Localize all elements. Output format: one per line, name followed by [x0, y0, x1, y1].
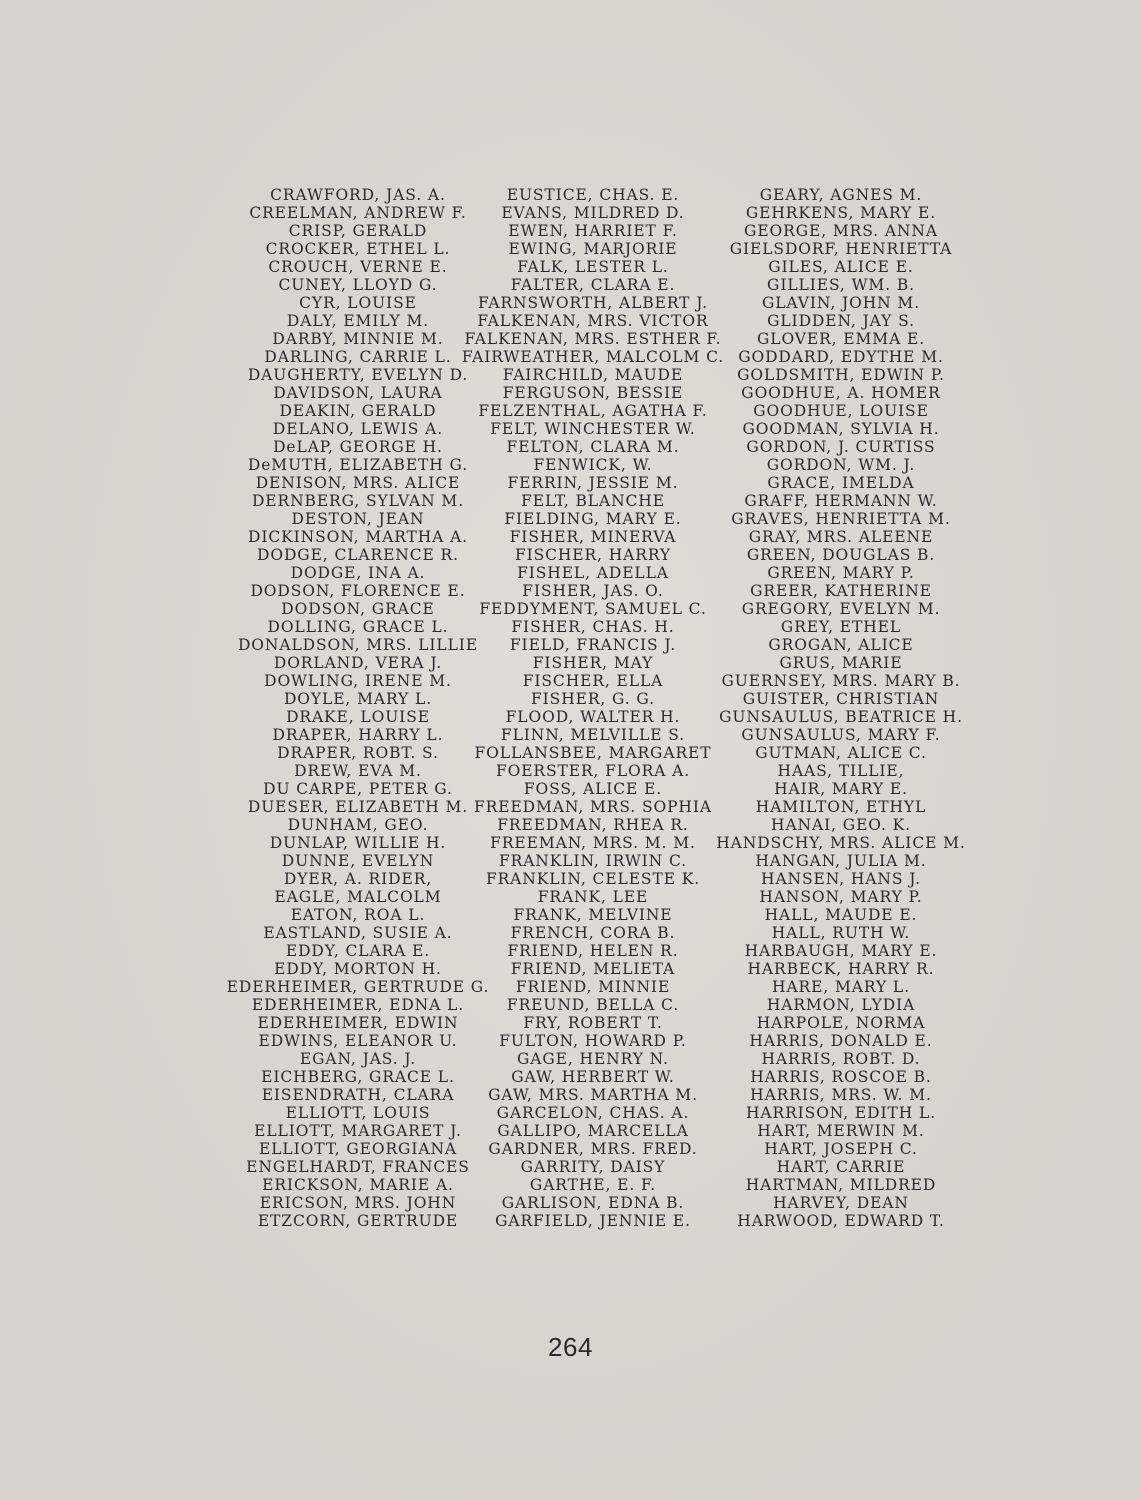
name-entry: DALY, EMILY M. — [286, 312, 430, 330]
name-entry: GARLISON, EDNA B. — [501, 1194, 685, 1212]
name-entry: HARVEY, DEAN — [773, 1194, 909, 1212]
name-entry: DICKINSON, MARTHA A. — [248, 528, 468, 546]
name-entry: GAW, MRS. MARTHA M. — [488, 1086, 698, 1104]
name-entry: FRANK, LEE — [537, 888, 649, 906]
name-entry: DARLING, CARRIE L. — [264, 348, 452, 366]
name-entry: EWING, MARJORIE — [508, 240, 678, 258]
name-entry: EDERHEIMER, GERTRUDE G. — [226, 978, 490, 996]
name-entry: ERICSON, MRS. JOHN — [259, 1194, 457, 1212]
name-entry: FISHER, G. G. — [531, 690, 655, 708]
name-entry: CROUCH, VERNE E. — [268, 258, 448, 276]
name-entry: GORDON, J. CURTISS — [746, 438, 936, 456]
name-entry: FRY, ROBERT T. — [523, 1014, 663, 1032]
page-number: 264 — [548, 1332, 593, 1362]
name-entry: DODGE, INA A. — [290, 564, 426, 582]
name-entry: EVANS, MILDRED D. — [501, 204, 685, 222]
name-entry: GEHRKENS, MARY E. — [745, 204, 937, 222]
name-entry: ELLIOTT, GEORGIANA — [259, 1140, 457, 1158]
name-entry: ELLIOTT, MARGARET J. — [254, 1122, 462, 1140]
name-entry: HARRIS, DONALD E. — [749, 1032, 933, 1050]
name-entry: EDERHEIMER, EDNA L. — [251, 996, 465, 1014]
name-entry: DUESER, ELIZABETH M. — [247, 798, 469, 816]
name-entry: GLAVIN, JOHN M. — [761, 294, 921, 312]
name-entry: GUTMAN, ALICE C. — [755, 744, 927, 762]
name-entry: HART, JOSEPH C. — [764, 1140, 918, 1158]
name-entry: FELT, WINCHESTER W. — [490, 420, 696, 438]
name-entry: FALKENAN, MRS. VICTOR — [477, 312, 709, 330]
name-entry: GREER, KATHERINE — [750, 582, 932, 600]
name-entry: CUNEY, LLOYD G. — [278, 276, 438, 294]
name-entry: FAIRCHILD, MAUDE — [502, 366, 684, 384]
name-entry: GARRITY, DAISY — [520, 1158, 666, 1176]
name-entry: GUISTER, CHRISTIAN — [742, 690, 940, 708]
name-entry: FOERSTER, FLORA A. — [495, 762, 691, 780]
name-entry: GREGORY, EVELYN M. — [741, 600, 941, 618]
name-entry: EICHBERG, GRACE L. — [261, 1068, 455, 1086]
name-entry: DOLLING, GRACE L. — [267, 618, 449, 636]
name-entry: FAIRWEATHER, MALCOLM C. — [461, 348, 725, 366]
name-entry: FRANKLIN, IRWIN C. — [498, 852, 688, 870]
name-entry: HALL, MAUDE E. — [764, 906, 918, 924]
name-entry: DRAPER, ROBT. S. — [277, 744, 439, 762]
name-entry: ETZCORN, GERTRUDE — [257, 1212, 459, 1230]
name-entry: GODDARD, EDYTHE M. — [738, 348, 944, 366]
name-entry: GLIDDEN, JAY S. — [767, 312, 915, 330]
name-entry: FLINN, MELVILLE S. — [500, 726, 686, 744]
name-entry: HARBECK, HARRY R. — [747, 960, 935, 978]
name-entry: FOSS, ALICE E. — [523, 780, 663, 798]
name-entry: HART, CARRIE — [776, 1158, 906, 1176]
name-entry: EWEN, HARRIET F. — [508, 222, 678, 240]
name-entry: FOLLANSBEE, MARGARET — [474, 744, 712, 762]
name-entry: HARRIS, ROSCOE B. — [750, 1068, 932, 1086]
name-entry: GAGE, HENRY N. — [517, 1050, 669, 1068]
name-entry: EUSTICE, CHAS. E. — [506, 186, 680, 204]
name-entry: EGAN, JAS. J. — [299, 1050, 417, 1068]
name-entry: HALL, RUTH W. — [771, 924, 911, 942]
name-entry: GRAVES, HENRIETTA M. — [731, 510, 951, 528]
name-entry: EASTLAND, SUSIE A. — [263, 924, 453, 942]
name-entry: DAUGHERTY, EVELYN D. — [247, 366, 469, 384]
name-entry: GROGAN, ALICE — [768, 636, 914, 654]
name-entry: HANDSCHY, MRS. ALICE M. — [716, 834, 966, 852]
name-column-3 — [676, 186, 1006, 1230]
name-entry: DeMUTH, ELIZABETH G. — [247, 456, 469, 474]
name-entry: HAIR, MARY E. — [774, 780, 908, 798]
name-entry: FISCHER, ELLA — [522, 672, 664, 690]
name-entry: FISHER, MAY — [532, 654, 654, 672]
name-entry: DUNNE, EVELYN — [281, 852, 435, 870]
name-entry: DERNBERG, SYLVAN M. — [251, 492, 465, 510]
name-entry: HARRISON, EDITH L. — [746, 1104, 936, 1122]
name-entry: GRAFF, HERMANN W. — [744, 492, 938, 510]
name-entry: FISHER, MINERVA — [509, 528, 677, 546]
name-entry: GIELSDORF, HENRIETTA — [729, 240, 953, 258]
name-entry: DONALDSON, MRS. LILLIE — [237, 636, 479, 654]
name-entry: HARWOOD, EDWARD T. — [737, 1212, 945, 1230]
name-entry: GRAY, MRS. ALEENE — [748, 528, 934, 546]
name-entry: GAW, HERBERT W. — [511, 1068, 675, 1086]
name-entry: CYR, LOUISE — [299, 294, 417, 312]
name-entry: EISENDRATH, CLARA — [261, 1086, 455, 1104]
name-entry: FISCHER, HARRY — [514, 546, 672, 564]
name-entry: HANAI, GEO. K. — [771, 816, 911, 834]
name-entry: FELT, BLANCHE — [521, 492, 665, 510]
name-entry: DOWLING, IRENE M. — [264, 672, 452, 690]
name-entry: GILLIES, WM. B. — [767, 276, 915, 294]
name-entry: DESTON, JEAN — [291, 510, 425, 528]
name-entry: GLOVER, EMMA E. — [756, 330, 926, 348]
name-entry: FEDDYMENT, SAMUEL C. — [479, 600, 707, 618]
name-entry: DeLAP, GEORGE H. — [273, 438, 443, 456]
name-entry: FALK, LESTER L. — [517, 258, 669, 276]
name-entry: GILES, ALICE E. — [768, 258, 914, 276]
name-entry: CRAWFORD, JAS. A. — [270, 186, 446, 204]
name-entry: GARFIELD, JENNIE E. — [495, 1212, 691, 1230]
name-entry: DU CARPE, PETER G. — [263, 780, 453, 798]
name-entry: GREEN, DOUGLAS B. — [746, 546, 936, 564]
name-entry: ENGELHARDT, FRANCES — [246, 1158, 470, 1176]
name-entry: DENISON, MRS. ALICE — [255, 474, 461, 492]
name-entry: GUERNSEY, MRS. MARY B. — [721, 672, 961, 690]
name-entry: HARRIS, MRS. W. M. — [750, 1086, 932, 1104]
name-entry: GREY, ETHEL — [780, 618, 902, 636]
name-entry: EATON, ROA L. — [290, 906, 426, 924]
name-entry: FRENCH, CORA B. — [510, 924, 676, 942]
name-entry: FREUND, BELLA C. — [506, 996, 680, 1014]
name-entry: FIELDING, MARY E. — [504, 510, 682, 528]
name-entry: HARMON, LYDIA — [766, 996, 916, 1014]
name-entry: FRANKLIN, CELESTE K. — [485, 870, 701, 888]
name-entry: DUNHAM, GEO. — [287, 816, 429, 834]
name-entry: EDDY, MORTON H. — [274, 960, 442, 978]
name-entry: HANSEN, HANS J. — [761, 870, 921, 888]
name-entry: ERICKSON, MARIE A. — [262, 1176, 454, 1194]
name-entry: HARBAUGH, MARY E. — [744, 942, 938, 960]
name-entry: EAGLE, MALCOLM — [274, 888, 442, 906]
name-entry: HANGAN, JULIA M. — [755, 852, 927, 870]
name-entry: FERGUSON, BESSIE — [502, 384, 684, 402]
name-entry: GRACE, IMELDA — [767, 474, 915, 492]
name-entry: EDWINS, ELEANOR U. — [258, 1032, 458, 1050]
name-entry: GARCELON, CHAS. A. — [496, 1104, 690, 1122]
name-entry: HARPOLE, NORMA — [756, 1014, 926, 1032]
name-entry: GOODMAN, SYLVIA H. — [742, 420, 940, 438]
name-entry: FREEDMAN, MRS. SOPHIA — [474, 798, 712, 816]
name-entry: DEAKIN, GERALD — [279, 402, 437, 420]
name-entry: FREEMAN, MRS. M. M. — [490, 834, 696, 852]
name-entry: DRAPER, HARRY L. — [272, 726, 444, 744]
name-entry: FRIEND, MINNIE — [515, 978, 671, 996]
name-entry: HARE, MARY L. — [772, 978, 910, 996]
name-entry: FALKENAN, MRS. ESTHER F. — [464, 330, 722, 348]
name-entry: GOODHUE, LOUISE — [753, 402, 929, 420]
name-entry: FARNSWORTH, ALBERT J. — [478, 294, 708, 312]
name-entry: HARTMAN, MILDRED — [745, 1176, 937, 1194]
name-entry: FRANK, MELVINE — [513, 906, 673, 924]
name-entry: FELTON, CLARA M. — [506, 438, 680, 456]
name-entry: HART, MERWIN M. — [757, 1122, 925, 1140]
name-entry: GRUS, MARIE — [779, 654, 903, 672]
name-entry: FERRIN, JESSIE M. — [507, 474, 679, 492]
name-entry: GORDON, WM. J. — [766, 456, 916, 474]
name-entry: DRAKE, LOUISE — [286, 708, 430, 726]
name-entry: GUNSAULUS, MARY F. — [741, 726, 941, 744]
name-entry: GALLIPO, MARCELLA — [497, 1122, 689, 1140]
name-entry: DELANO, LEWIS A. — [272, 420, 444, 438]
name-entry: FISHER, CHAS. H. — [511, 618, 675, 636]
name-entry: FRIEND, MELIETA — [510, 960, 676, 978]
name-entry: FELZENTHAL, AGATHA F. — [478, 402, 708, 420]
name-entry: GREEN, MARY P. — [767, 564, 915, 582]
name-entry: GUNSAULUS, BEATRICE H. — [719, 708, 963, 726]
name-entry: EDDY, CLARA E. — [285, 942, 431, 960]
name-entry: ELLIOTT, LOUIS — [285, 1104, 431, 1122]
name-entry: DARBY, MINNIE M. — [272, 330, 444, 348]
name-entry: FULTON, HOWARD P. — [499, 1032, 687, 1050]
name-entry: FISHER, JAS. O. — [522, 582, 664, 600]
name-entry: GARTHE, E. F. — [529, 1176, 657, 1194]
name-entry: EDERHEIMER, EDWIN — [257, 1014, 459, 1032]
name-entry: CRISP, GERALD — [288, 222, 428, 240]
name-entry: DUNLAP, WILLIE H. — [269, 834, 447, 852]
name-entry: DODSON, GRACE — [281, 600, 435, 618]
name-entry: GEARY, AGNES M. — [759, 186, 923, 204]
name-entry: FISHEL, ADELLA — [517, 564, 669, 582]
name-entry: HARRIS, ROBT. D. — [761, 1050, 921, 1068]
name-entry: FALTER, CLARA E. — [510, 276, 676, 294]
name-entry: CREELMAN, ANDREW F. — [249, 204, 467, 222]
name-entry: HAAS, TILLIE, — [777, 762, 905, 780]
name-entry: GOLDSMITH, EDWIN P. — [737, 366, 945, 384]
name-entry: GARDNER, MRS. FRED. — [488, 1140, 698, 1158]
name-entry: DODSON, FLORENCE E. — [250, 582, 466, 600]
name-entry: DREW, EVA M. — [294, 762, 422, 780]
name-entry: FRIEND, HELEN R. — [507, 942, 679, 960]
name-entry: GOODHUE, A. HOMER — [741, 384, 941, 402]
name-entry: DOYLE, MARY L. — [283, 690, 433, 708]
name-entry: FENWICK, W. — [533, 456, 653, 474]
name-list-columns — [0, 186, 1141, 1256]
name-entry: FIELD, FRANCIS J. — [509, 636, 677, 654]
name-entry: DORLAND, VERA J. — [273, 654, 443, 672]
name-entry: HANSON, MARY P. — [759, 888, 923, 906]
name-entry: CROCKER, ETHEL L. — [265, 240, 451, 258]
name-entry: FREEDMAN, RHEA R. — [497, 816, 689, 834]
name-entry: DYER, A. RIDER, — [283, 870, 433, 888]
name-entry: DAVIDSON, LAURA — [273, 384, 443, 402]
name-entry: FLOOD, WALTER H. — [505, 708, 681, 726]
name-entry: DODGE, CLARENCE R. — [257, 546, 459, 564]
name-entry: HAMILTON, ETHYL — [755, 798, 927, 816]
name-entry: GEORGE, MRS. ANNA — [744, 222, 938, 240]
